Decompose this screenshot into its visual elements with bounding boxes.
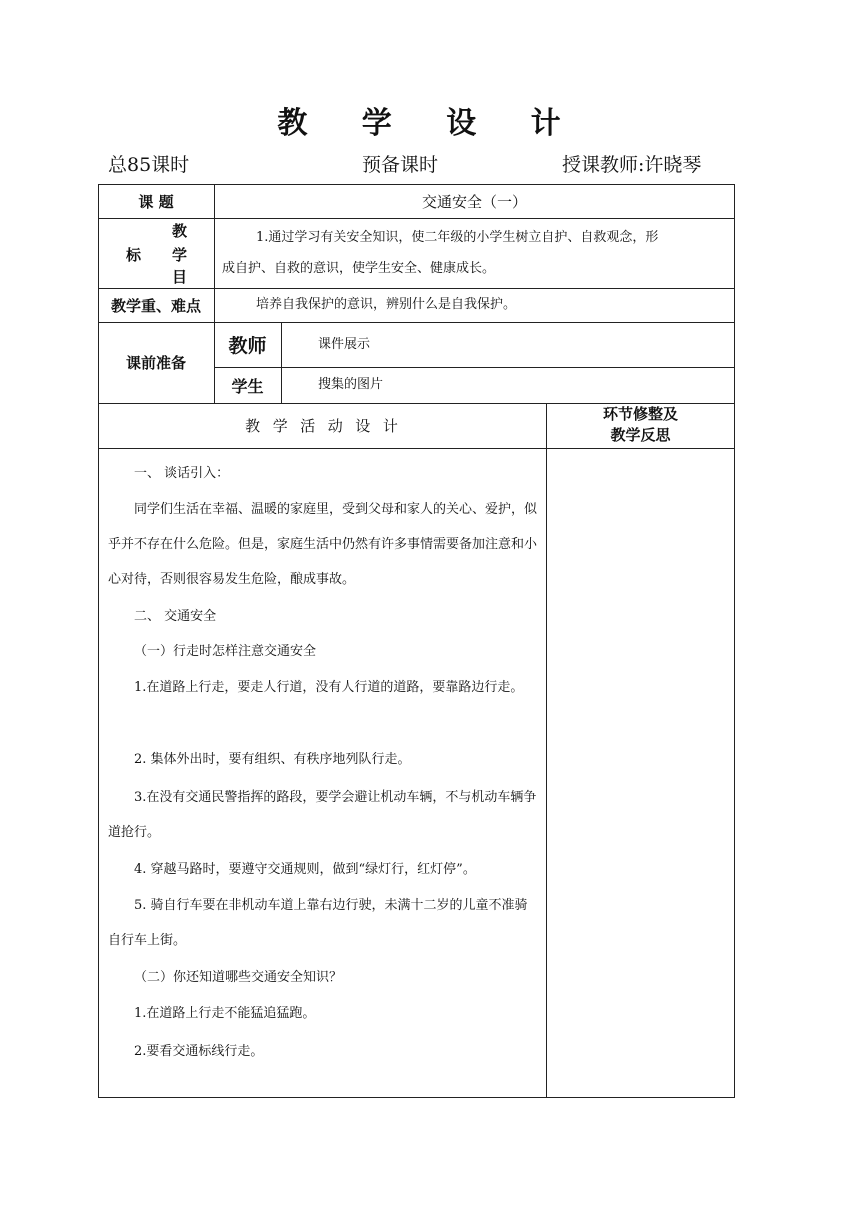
subsection-walking-heading: （一）行走时怎样注意交通安全 — [134, 644, 317, 659]
goal-label-mu: 目 — [172, 268, 188, 286]
row-divider — [214, 367, 735, 368]
teacher-name: 授课教师:许晓琴 — [562, 154, 702, 176]
prep-label: 课前准备 — [125, 354, 186, 372]
topic-label: 课 题 — [138, 192, 174, 211]
knowledge-item-2: 2.要看交通标线行走。 — [134, 1044, 264, 1059]
walking-rule-1: 1.在道路上行走，要走人行道，没有人行道的道路，要靠路边行走。 — [134, 680, 524, 695]
walking-rule-2: 2. 集体外出时，要有组织、有秩序地列队行走。 — [134, 752, 411, 767]
goal-label-xue: 学 — [172, 246, 188, 264]
focus-label: 教学重、难点 — [110, 296, 201, 315]
goal-label-biao: 标 — [126, 246, 142, 264]
goal-label-jiao: 教 — [172, 222, 188, 240]
page-title: 教 学 设 计 — [277, 106, 583, 141]
reflection-header-line2: 教学反思 — [610, 426, 671, 444]
row-divider — [98, 448, 735, 449]
walking-rule-5: 5. 骑自行车要在非机动车道上靠右边行驶，未满十二岁的儿童不准骑自行车上街。 — [108, 898, 528, 948]
reflection-header — [546, 404, 735, 446]
walking-rule-3: 3.在没有交通民警指挥的路段，要学会避让机动车辆，不与机动车辆争道抢行。 — [108, 790, 537, 840]
knowledge-item-1: 1.在道路上行走不能猛追猛跑。 — [134, 1006, 316, 1021]
col-divider — [281, 322, 282, 403]
reflection-header-line1: 环节修整及 — [602, 405, 678, 423]
section-intro-heading: 一、 谈话引入： — [134, 466, 230, 481]
section-traffic-heading: 二、 交通安全 — [134, 609, 217, 624]
goal-text-line1: 1.通过学习有关安全知识，使二年级的小学生树立自护、自救观念，形 — [256, 230, 659, 245]
student-prep-text: 搜集的图片 — [318, 377, 384, 392]
teacher-prep-text: 课件展示 — [318, 337, 371, 352]
student-label: 学生 — [231, 376, 264, 396]
topic-value: 交通安全（一） — [421, 192, 527, 211]
row-divider — [98, 218, 735, 219]
walking-rule-4: 4. 穿越马路时，要遵守交通规则，做到“绿灯行，红灯停”。 — [134, 862, 476, 877]
goal-text-line2: 成自护、自救的意识，使学生安全、健康成长。 — [222, 261, 496, 276]
focus-text: 培养自我保护的意识，辨别什么是自我保护。 — [256, 297, 517, 312]
total-lessons: 总85课时 — [108, 154, 190, 176]
activity-header: 教 学 活 动 设 计 — [245, 417, 399, 435]
prep-lessons: 预备课时 — [362, 154, 439, 176]
teacher-label: 教师 — [228, 335, 267, 357]
col-divider — [546, 403, 547, 1098]
subsection-knowledge-heading: （二）你还知道哪些交通安全知识？ — [134, 970, 343, 985]
intro-paragraph: 同学们生活在幸福、温暖的家庭里，受到父母和家人的关心、爱护，似乎并不存在什么危险。但是，家庭生活中仍然有许多事情需要备加注意和小心对待，否则很容易发生危险，酿成事故。 — [108, 502, 538, 587]
